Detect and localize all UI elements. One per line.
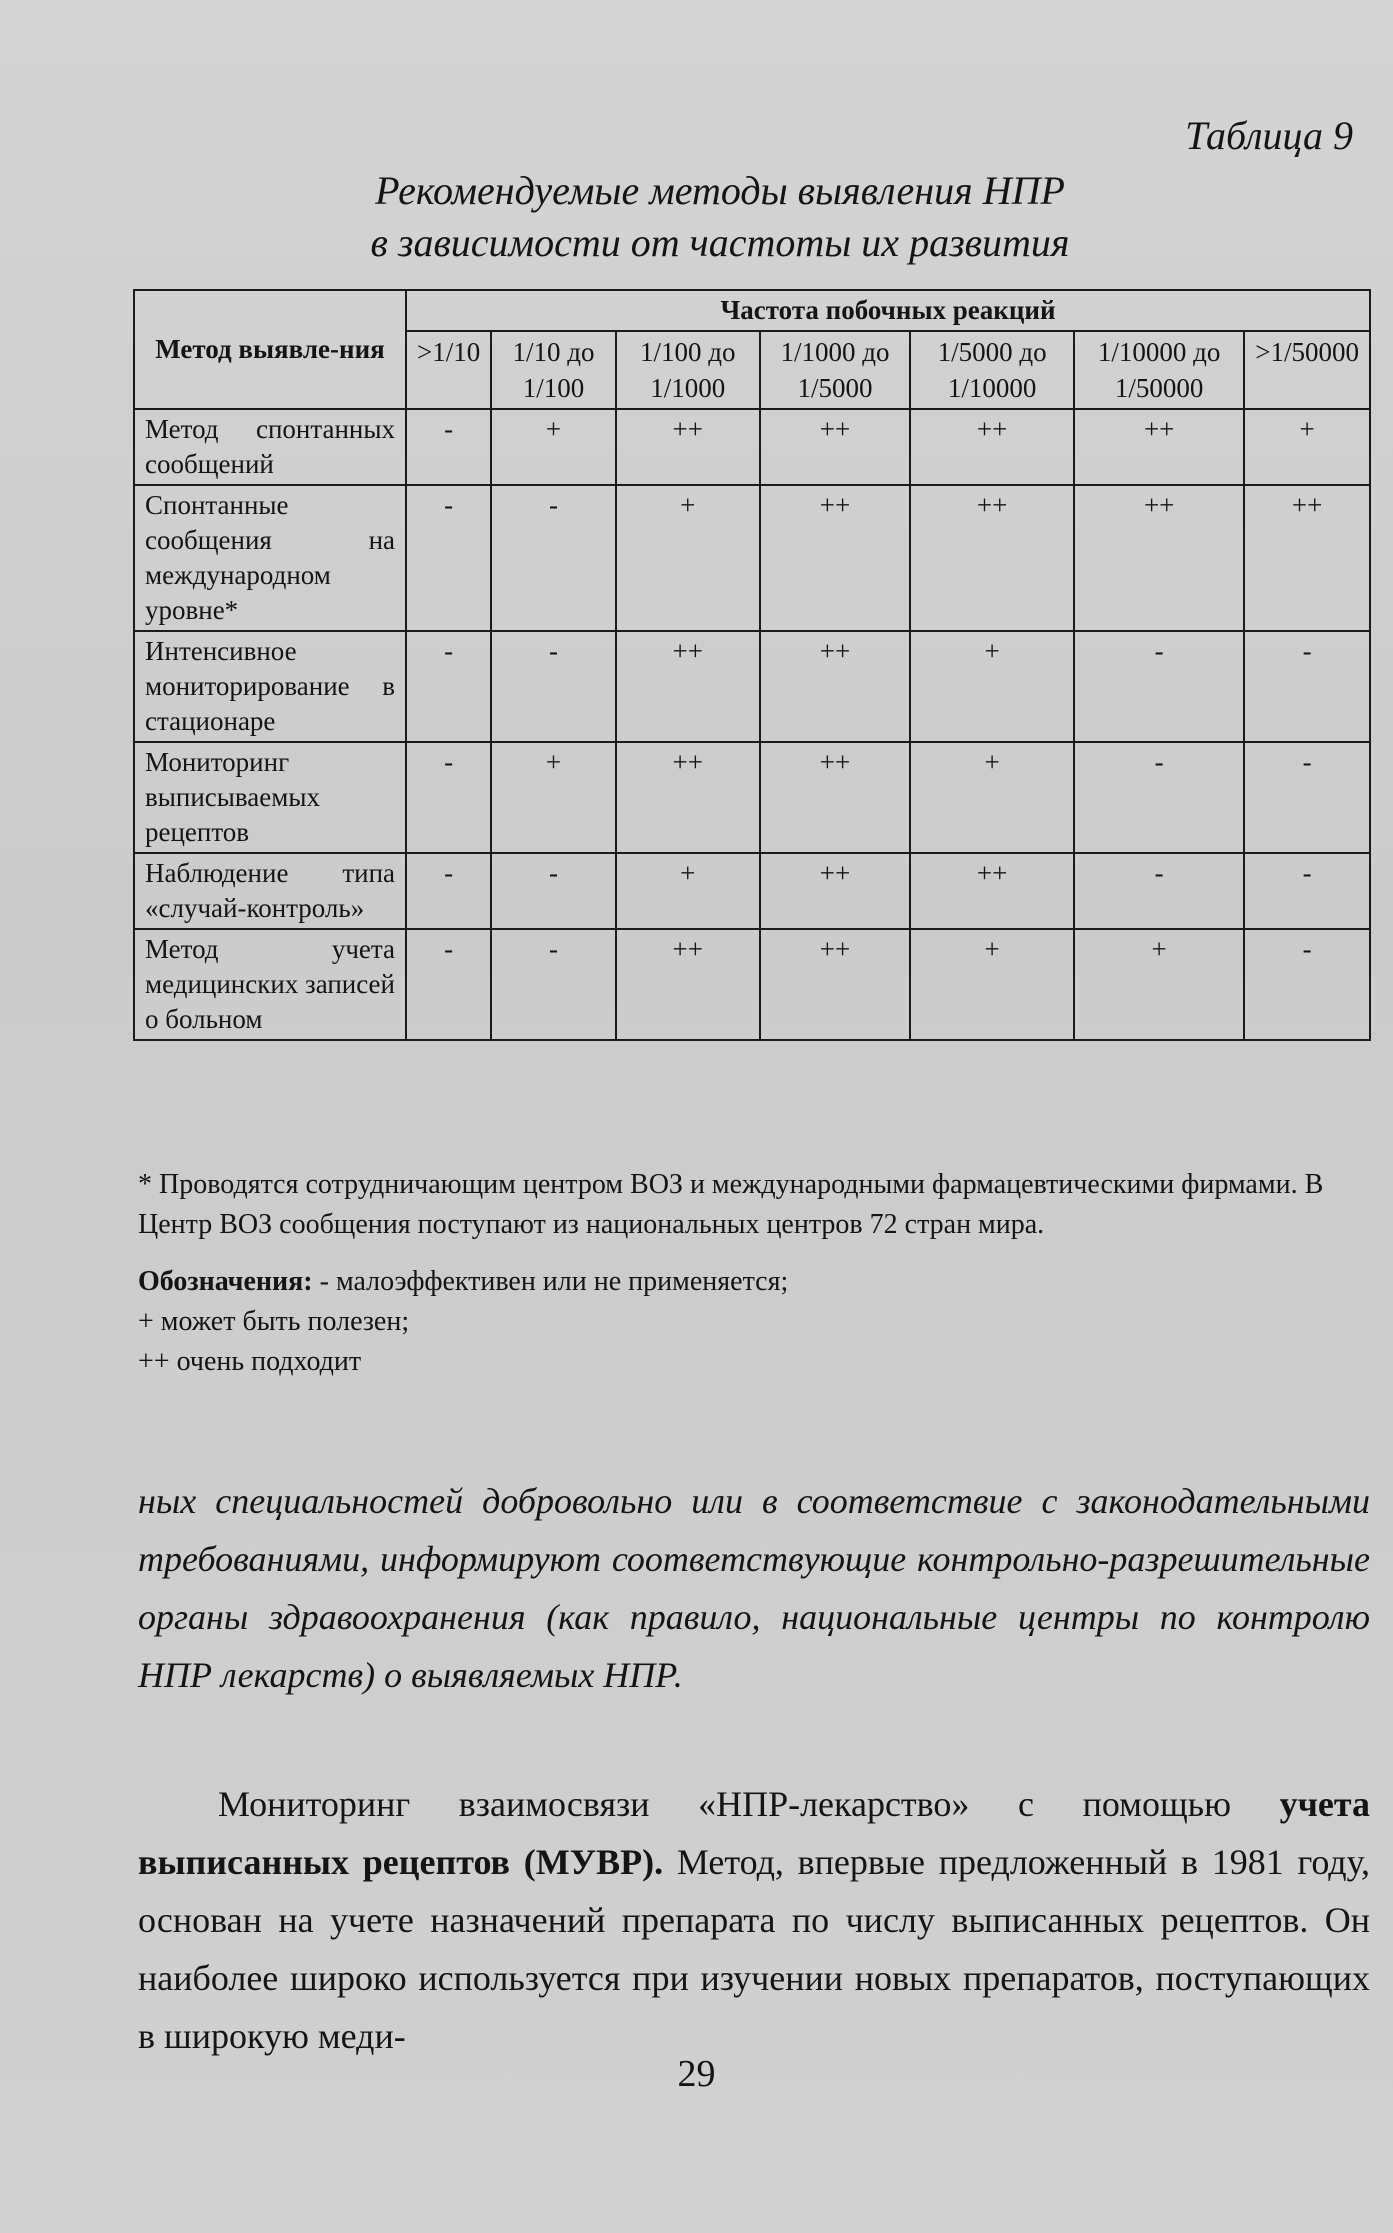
mark-cell: + bbox=[616, 485, 760, 631]
table-title-line-1: Рекомендуемые методы выявления НПР bbox=[375, 168, 1065, 213]
frequency-column-header: 1/10 до 1/100 bbox=[491, 331, 615, 409]
mark-cell: ++ bbox=[1074, 409, 1244, 485]
method-cell: Метод спонтанных сообщений bbox=[134, 409, 406, 485]
table-footnote: * Проводятся сотрудничающим центром ВОЗ и международными фармацевтическими фирмами. В Центр ВОЗ сообщения поступают из национальных центров 72 стран мира. bbox=[138, 1169, 1324, 1240]
mark-cell: + bbox=[1074, 929, 1244, 1040]
frequency-column-header: 1/10000 до 1/50000 bbox=[1074, 331, 1244, 409]
mark-cell: - bbox=[1244, 742, 1370, 853]
mark-cell: - bbox=[1244, 631, 1370, 742]
mark-cell: - bbox=[1074, 631, 1244, 742]
table-row bbox=[134, 929, 1370, 1040]
frequency-column-header: 1/5000 до 1/10000 bbox=[910, 331, 1074, 409]
paragraph-rest: Метод, впервые предложенный в 1981 году, основан на учете назначений препарата по числу выписанных рецептов. Он наиболее широко используется при изучении новых препаратов, поступающих в широкую меди- bbox=[138, 1842, 1371, 2056]
mark-cell: ++ bbox=[760, 409, 910, 485]
legend-title: Обозначения: bbox=[138, 1266, 313, 1297]
table-row bbox=[134, 631, 1370, 742]
table-row bbox=[134, 742, 1370, 853]
table-header-row bbox=[134, 290, 1370, 331]
mark-cell: ++ bbox=[616, 742, 760, 853]
mark-cell: ++ bbox=[760, 485, 910, 631]
legend bbox=[138, 1262, 1370, 1382]
mark-cell: ++ bbox=[910, 409, 1074, 485]
mark-cell: - bbox=[406, 485, 491, 631]
mark-cell: - bbox=[406, 853, 491, 929]
page-number: 29 bbox=[677, 2053, 716, 2095]
table-row bbox=[134, 409, 1370, 485]
mark-cell: ++ bbox=[760, 853, 910, 929]
mark-cell: ++ bbox=[760, 929, 910, 1040]
table-row bbox=[134, 485, 1370, 631]
mark-cell: - bbox=[406, 742, 491, 853]
mark-cell: + bbox=[491, 742, 615, 853]
mark-cell: ++ bbox=[616, 631, 760, 742]
legend-line-1 bbox=[138, 1262, 1370, 1302]
mark-cell: - bbox=[491, 853, 615, 929]
mark-cell: + bbox=[910, 929, 1074, 1040]
method-column-header: Метод выявле-ния bbox=[134, 290, 406, 409]
italic-paragraph: ных специальностей добровольно или в соответствие с законодательными требованиями, информируют соответствующие контрольно-разрешительные органы здравоохранения (как правило, национальные центры по контролю НПР лекарств) о выявляемых НПР. bbox=[138, 1481, 1370, 1695]
legend-plus: + может быть полезен; bbox=[138, 1306, 410, 1337]
mark-cell: - bbox=[406, 409, 491, 485]
frequency-column-header: >1/10 bbox=[406, 331, 491, 409]
paragraph-start: Мониторинг взаимосвязи «НПР-лекарство» с помощью bbox=[218, 1784, 1280, 1824]
legend-minus: - малоэффективен или не применяется; bbox=[319, 1266, 789, 1297]
detection-methods-table bbox=[133, 289, 1371, 1041]
method-cell: Наблюдение типа «случай-контроль» bbox=[134, 853, 406, 929]
method-cell: Интенсивное мониторирование в стационаре bbox=[134, 631, 406, 742]
mark-cell: - bbox=[491, 929, 615, 1040]
frequency-group-header: Частота побочных реакций bbox=[406, 290, 1370, 331]
mark-cell: + bbox=[910, 631, 1074, 742]
mark-cell: ++ bbox=[760, 631, 910, 742]
mark-cell: + bbox=[1244, 409, 1370, 485]
legend-double-plus: ++ очень подходит bbox=[138, 1346, 362, 1377]
mark-cell: ++ bbox=[1074, 485, 1244, 631]
table-caption-label: Таблица 9 bbox=[1185, 113, 1353, 158]
mark-cell: - bbox=[491, 631, 615, 742]
body-paragraph bbox=[138, 1775, 1370, 2065]
method-cell: Спонтанные сообщения на международном уровне* bbox=[134, 485, 406, 631]
mark-cell: ++ bbox=[760, 742, 910, 853]
mark-cell: - bbox=[406, 929, 491, 1040]
table-title-line-2: в зависимости от частоты их развития bbox=[370, 220, 1070, 265]
mark-cell: + bbox=[491, 409, 615, 485]
method-cell: Метод учета медицинских записей о больном bbox=[134, 929, 406, 1040]
mark-cell: ++ bbox=[616, 409, 760, 485]
frequency-column-header: 1/100 до 1/1000 bbox=[616, 331, 760, 409]
mark-cell: - bbox=[491, 485, 615, 631]
frequency-column-header: >1/50000 bbox=[1244, 331, 1370, 409]
frequency-column-header: 1/1000 до 1/5000 bbox=[760, 331, 910, 409]
mark-cell: - bbox=[1244, 853, 1370, 929]
mark-cell: ++ bbox=[910, 853, 1074, 929]
method-cell: Мониторинг выписываемых рецептов bbox=[134, 742, 406, 853]
mark-cell: ++ bbox=[910, 485, 1074, 631]
mark-cell: + bbox=[616, 853, 760, 929]
mark-cell: - bbox=[406, 631, 491, 742]
mark-cell: ++ bbox=[1244, 485, 1370, 631]
mark-cell: ++ bbox=[616, 929, 760, 1040]
mark-cell: - bbox=[1074, 742, 1244, 853]
mark-cell: - bbox=[1244, 929, 1370, 1040]
mark-cell: - bbox=[1074, 853, 1244, 929]
paragraph-bold-term: учета выписанных рецептов (МУВР). bbox=[138, 1784, 1370, 1882]
mark-cell: + bbox=[910, 742, 1074, 853]
table-row bbox=[134, 853, 1370, 929]
